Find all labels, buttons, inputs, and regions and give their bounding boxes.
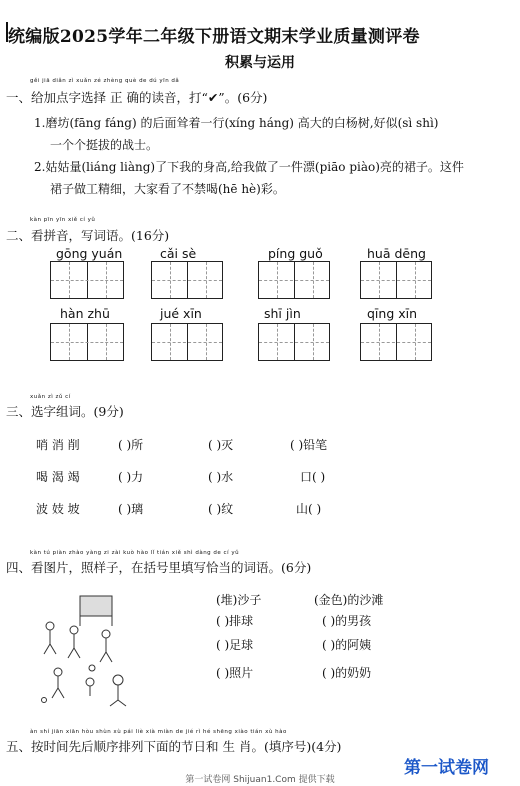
- tian-grid-2[interactable]: [151, 261, 223, 299]
- q3-row1-b[interactable]: ( )灭: [208, 438, 234, 452]
- page-subtitle: 积累与运用: [225, 55, 295, 71]
- tian-grid-1[interactable]: [50, 261, 124, 299]
- tian-grid-6[interactable]: [151, 323, 223, 361]
- q3-row3-a[interactable]: ( )璃: [118, 502, 144, 516]
- q1-line1: 1.磨坊(fāng fáng) 的后面耸着一行(xíng háng) 高大的白杨树,好似(sì shì): [34, 116, 439, 130]
- word-pinyin-7: shī jìn: [264, 306, 301, 321]
- brand-watermark: 第一试卷网: [404, 758, 489, 778]
- q1-line2b: 裙子做工精细，大家看了不禁喝(hē hè)彩。: [50, 182, 285, 196]
- q1-line2: 2.姑姑量(liáng liàng)了下我的身高,给我做了一件漂(piāo piào)亮的裙子。这件: [34, 160, 464, 174]
- word-pinyin-2: cǎi sè: [160, 246, 197, 261]
- q4-example-right: (金色)的沙滩: [314, 593, 384, 607]
- q5-pinyin: àn shí jiān xiān hòu shùn xù pái liè xià miàn de jié rì hé shēng xiào tián xù hào: [30, 729, 287, 735]
- q3-row2-chars: 喝 渴 竭: [36, 470, 80, 484]
- word-pinyin-6: jué xīn: [160, 306, 202, 321]
- q4-heading: 四、看图片，照样子，在括号里填写恰当的词语。(6分): [6, 560, 312, 575]
- q3-pinyin: xuǎn zì zǔ cí: [30, 394, 71, 400]
- q4-pinyin: kàn tú piàn zhào yàng zi zài kuò hào lǐ tián xiě shì dàng de cí yǔ: [30, 550, 240, 556]
- q3-row3-b[interactable]: ( )纹: [208, 502, 234, 516]
- q4-r2-left[interactable]: ( )足球: [216, 638, 254, 652]
- q3-heading: 三、选字组词。(9分): [6, 404, 124, 419]
- word-pinyin-5: hàn zhū: [60, 306, 110, 321]
- q4-r3-left[interactable]: ( )照片: [216, 666, 254, 680]
- q3-row2-c[interactable]: 口( ): [300, 470, 326, 484]
- q1-heading: 一、给加点字选择 正 确的读音，打“✔”。(6分): [6, 90, 268, 105]
- q3-row1-chars: 哨 消 削: [36, 438, 80, 452]
- page-title: 统编版2025学年二年级下册语文期末学业质量测评卷: [8, 27, 420, 47]
- tian-grid-4[interactable]: [360, 261, 432, 299]
- q3-row1-a[interactable]: ( )所: [118, 438, 144, 452]
- q3-row2-a[interactable]: ( )力: [118, 470, 144, 484]
- page-footer: 第一试卷网 Shijuan1.Com 提供下载: [185, 775, 335, 785]
- q3-row1-c[interactable]: ( )铅笔: [290, 438, 328, 452]
- q2-heading: 二、看拼音，写词语。(16分): [6, 228, 170, 243]
- word-pinyin-3: píng guǒ: [268, 246, 323, 261]
- word-pinyin-4: huā dēng: [367, 246, 426, 261]
- tian-grid-3[interactable]: [258, 261, 330, 299]
- q3-row3-chars: 波 妓 坡: [36, 502, 80, 516]
- q4-r1-right[interactable]: ( )的男孩: [322, 614, 372, 628]
- q1-line1b: 一个个挺拔的战士。: [50, 138, 159, 152]
- q4-r3-right[interactable]: ( )的奶奶: [322, 666, 372, 680]
- word-pinyin-8: qīng xīn: [367, 306, 418, 321]
- q4-example-left: (堆)沙子: [216, 593, 262, 607]
- kids-playing-illustration: [30, 590, 138, 708]
- tian-grid-8[interactable]: [360, 323, 432, 361]
- tian-grid-7[interactable]: [258, 323, 330, 361]
- tian-grid-5[interactable]: [50, 323, 124, 361]
- q5-heading: 五、按时间先后顺序排列下面的节日和 生 肖。(填序号)(4分): [6, 739, 342, 754]
- q3-row2-b[interactable]: ( )水: [208, 470, 234, 484]
- q4-r1-left[interactable]: ( )排球: [216, 614, 254, 628]
- q2-pinyin: kàn pīn yīn xiě cí yǔ: [30, 217, 96, 223]
- q4-r2-right[interactable]: ( )的阿姨: [322, 638, 372, 652]
- q3-row3-c[interactable]: 山( ): [296, 502, 322, 516]
- word-pinyin-1: gōng yuán: [56, 246, 123, 261]
- q1-pinyin: gěi jiā diǎn zì xuǎn zé zhèng què de dú yīn dǎ: [30, 78, 180, 84]
